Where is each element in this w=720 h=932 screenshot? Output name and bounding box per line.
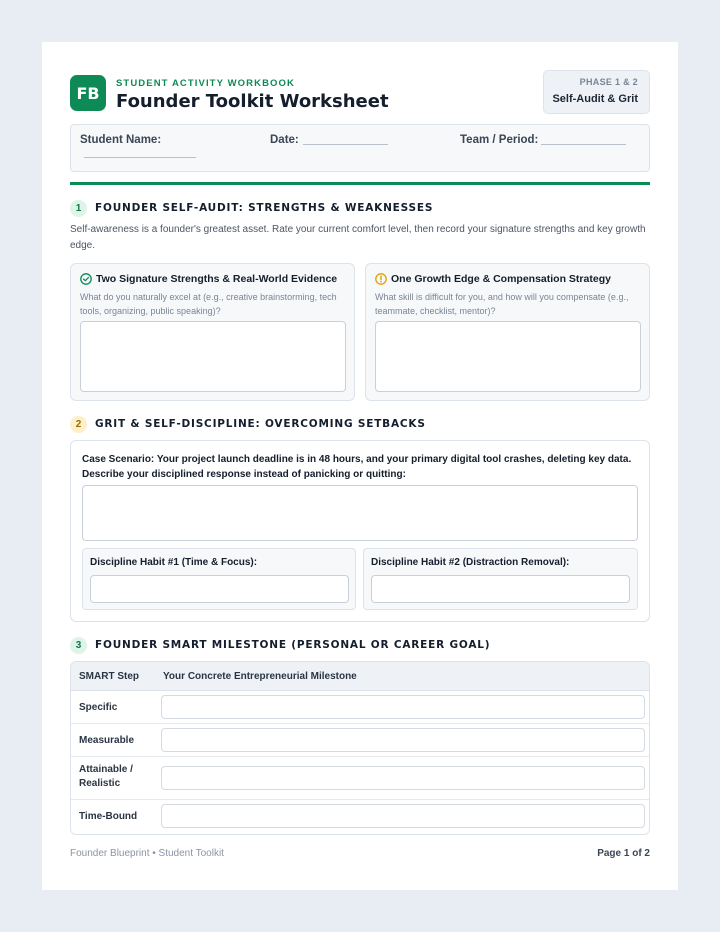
table-row-attainable <box>71 757 649 800</box>
discipline-habit-1-input[interactable] <box>90 575 349 603</box>
discipline-habit-2-card <box>363 548 638 610</box>
phase-badge <box>543 70 650 114</box>
check-circle-icon <box>80 273 92 285</box>
row-label-attainable: Attainable / Realistic <box>79 764 133 789</box>
header-divider <box>70 182 650 185</box>
table-row-time-bound <box>71 800 649 835</box>
section-3-heading <box>70 636 490 654</box>
discipline-habit-1-card <box>82 548 356 610</box>
student-name-label: Student Name: <box>80 134 162 146</box>
section-2-title: GRIT & SELF-DISCIPLINE: OVERCOMING SETBACKS <box>95 418 426 430</box>
date-field[interactable] <box>303 144 388 145</box>
section-2-number: 2 <box>70 416 87 433</box>
team-period-field[interactable] <box>541 144 626 145</box>
section-1-intro: Self-awareness is a founder's greatest asset. Rate your current comfort level, then record your signature strengths and key growth edge. <box>70 224 646 251</box>
worksheet-page <box>42 42 678 890</box>
time-bound-input[interactable] <box>161 804 645 828</box>
phase-label: PHASE 1 & 2 <box>579 77 638 87</box>
strengths-card-hint: What do you naturally excel at (e.g., creative brainstorming, tech tools, organizing, public speaking)? <box>80 292 337 316</box>
row-label-measurable: Measurable <box>79 735 135 746</box>
growth-edge-answer-box[interactable] <box>375 321 641 392</box>
growth-edge-card <box>365 263 650 401</box>
growth-edge-card-title <box>375 273 611 285</box>
worksheet-header <box>70 72 650 116</box>
section-1-number: 1 <box>70 200 87 217</box>
page-title: Founder Toolkit Worksheet <box>116 91 389 112</box>
phase-subtitle: Self-Audit & Grit <box>552 93 638 105</box>
specific-input[interactable] <box>161 695 645 719</box>
student-info-bar <box>70 124 650 172</box>
alert-circle-icon <box>375 273 387 285</box>
section-1-heading <box>70 199 433 217</box>
discipline-habit-2-label: Discipline Habit #2 (Distraction Removal): <box>371 557 570 568</box>
team-period-label: Team / Period: <box>460 134 539 146</box>
eyebrow-label: STUDENT ACTIVITY WORKBOOK <box>116 78 295 89</box>
discipline-habit-1-label: Discipline Habit #1 (Time & Focus): <box>90 557 258 568</box>
section-3-number: 3 <box>70 637 87 654</box>
section-2-heading <box>70 415 426 433</box>
strengths-answer-box[interactable] <box>80 321 346 392</box>
student-name-field[interactable] <box>84 157 196 158</box>
strengths-card <box>70 263 355 401</box>
row-label-time-bound: Time-Bound <box>79 811 138 822</box>
table-header-row <box>71 662 649 691</box>
discipline-habit-2-input[interactable] <box>371 575 630 603</box>
grit-scenario-card <box>70 440 650 622</box>
smart-milestone-table <box>70 661 650 835</box>
row-label-specific: Specific <box>79 702 118 713</box>
strengths-card-title <box>80 273 337 285</box>
table-row-specific <box>71 691 649 724</box>
growth-edge-card-title-text: One Growth Edge & Compensation Strategy <box>391 273 611 285</box>
case-scenario-text: Case Scenario: Your project launch deadline is in 48 hours, and your primary digital tool crashes, deleting key data. Describe your disciplined response instead of panicking or quitting: <box>82 454 632 480</box>
footer-source: Founder Blueprint • Student Toolkit <box>70 848 224 859</box>
growth-edge-card-hint: What skill is difficult for you, and how will you compensate (e.g., teammate, checklist, mentor)? <box>375 292 629 316</box>
scenario-response-box[interactable] <box>82 485 638 541</box>
section-1-title: FOUNDER SELF-AUDIT: STRENGTHS & WEAKNESSES <box>95 202 434 214</box>
attainable-input[interactable] <box>161 766 645 790</box>
section-3-title: FOUNDER SMART MILESTONE (PERSONAL OR CAREER GOAL) <box>95 639 491 651</box>
strengths-card-title-text: Two Signature Strengths & Real-World Evidence <box>96 273 338 285</box>
page-number: Page 1 of 2 <box>597 848 650 859</box>
column-header-milestone: Your Concrete Entrepreneurial Milestone <box>163 671 357 682</box>
measurable-input[interactable] <box>161 728 645 752</box>
table-row-measurable <box>71 724 649 757</box>
date-label: Date: <box>270 134 299 146</box>
column-header-smart-step: SMART Step <box>79 671 139 682</box>
logo: FB <box>70 75 106 111</box>
